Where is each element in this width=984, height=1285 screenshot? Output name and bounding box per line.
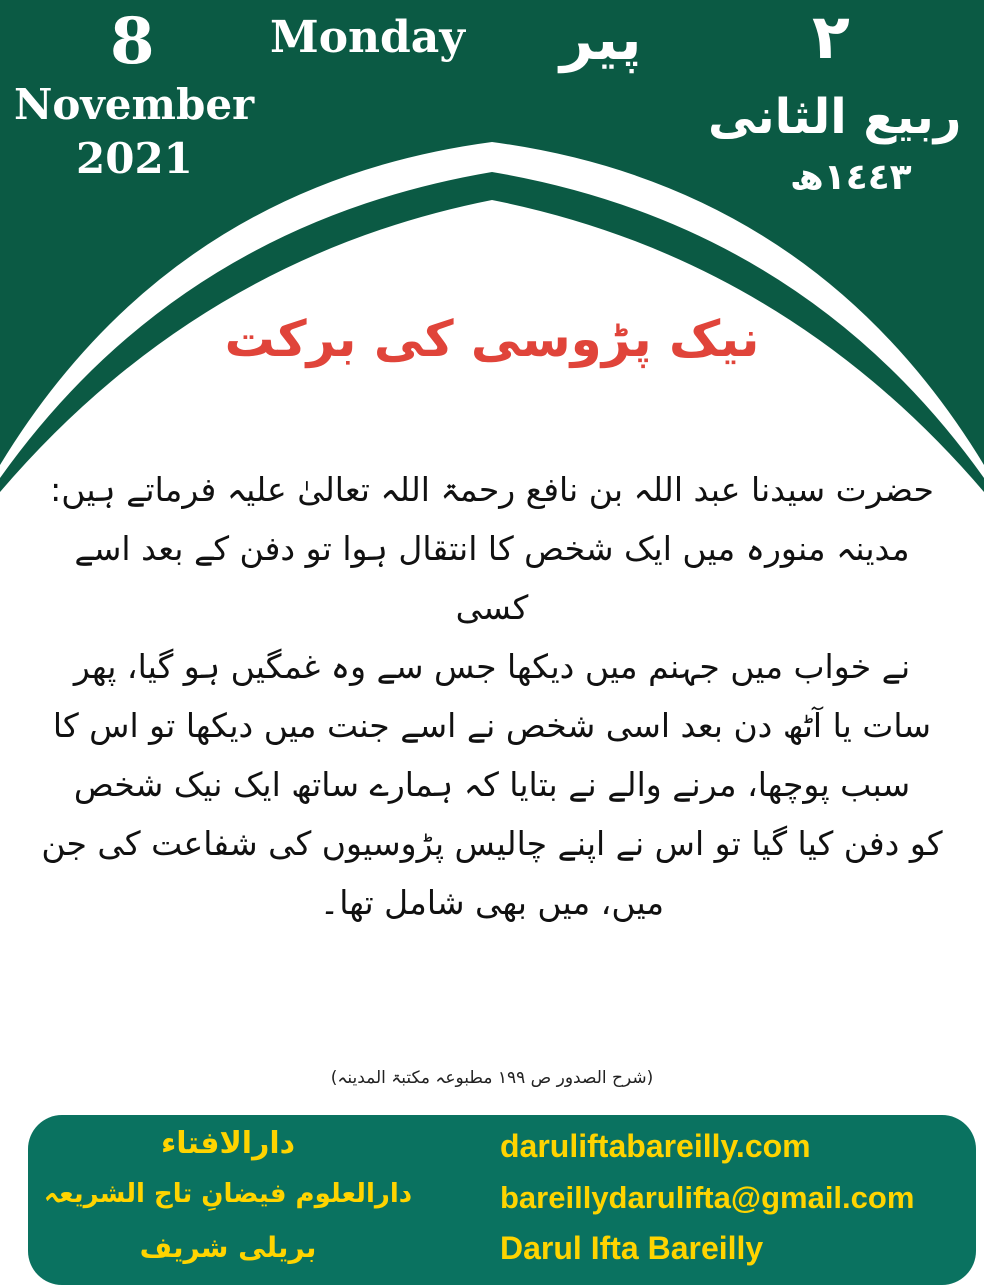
gregorian-month: November [14, 80, 255, 129]
hijri-month: ربیع الثانی [708, 89, 962, 145]
hijri-year: ١٤٤٣ھ [790, 157, 912, 198]
hijri-day: ٢ [812, 0, 850, 73]
weekday-urdu: پیر [560, 5, 642, 73]
article-line: حضرت سیدنا عبد اللہ بن نافع رحمۃ اللہ تعالیٰ علیہ فرماتے ہیں: [50, 470, 934, 509]
org-name: دارالافتاء [160, 1126, 296, 1161]
org-place: بریلی شریف [139, 1231, 317, 1264]
article-line: کو دفن کیا گیا تو اس نے اپنے چالیس پڑوسیوں کی شفاعت کی جن [41, 824, 943, 863]
article-title: نیک پڑوسی کی برکت [224, 310, 760, 368]
article-body [40, 460, 944, 932]
email-link[interactable]: bareillydarulifta@gmail.com [500, 1180, 915, 1215]
gregorian-day: 8 [110, 4, 155, 79]
org-full-name: دارالعلوم فیضانِ تاج الشریعہ [43, 1179, 413, 1209]
website-link[interactable]: daruliftabareilly.com [500, 1128, 811, 1164]
article-line: نے خواب میں جہنم میں دیکھا جس سے وہ غمگیں ہو گیا، پھر [73, 647, 911, 686]
article-line: میں، میں بھی شامل تھا۔ [319, 883, 665, 922]
contact-name: Darul Ifta Bareilly [500, 1230, 764, 1266]
gregorian-year: 2021 [76, 134, 193, 183]
weekday-english: Monday [270, 12, 465, 63]
article-line: سبب پوچھا، مرنے والے نے بتایا کہ ہمارے ساتھ ایک نیک شخص [73, 765, 911, 804]
article-line: سات یا آٹھ دن بعد اسی شخص نے اسے جنت میں دیکھا تو اس کا [52, 706, 932, 745]
article-reference: (شرح الصدور ص ١٩٩ مطبوعہ مکتبۃ المدینہ) [330, 1068, 654, 1088]
article-line: مدینہ منورہ میں ایک شخص کا انتقال ہوا تو دفن کے بعد اسے کسی [74, 529, 910, 627]
